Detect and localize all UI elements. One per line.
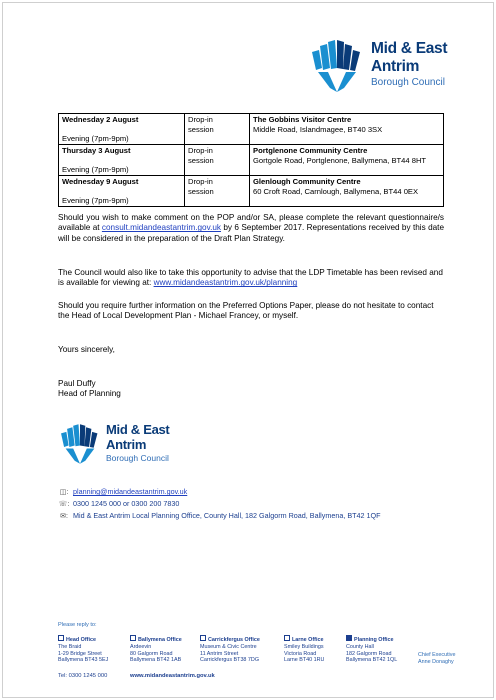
event-day: Thursday 3 August bbox=[62, 146, 131, 155]
office-address-line: 80 Galgorm Road bbox=[130, 650, 173, 657]
event-venue-cell bbox=[250, 145, 444, 176]
office-name bbox=[58, 635, 108, 644]
event-type-line1: Drop-in bbox=[188, 177, 213, 186]
event-type-cell bbox=[185, 114, 250, 145]
drop-in-sessions-table bbox=[58, 113, 444, 207]
event-day: Wednesday 2 August bbox=[62, 115, 139, 124]
paragraph-text: The Council would also like to take this opportunity to advise that the LDP Timetable has been revised and is available for viewing at: bbox=[58, 268, 443, 288]
office-name bbox=[200, 635, 260, 644]
office-address-line: Smiley Buildings bbox=[284, 643, 324, 650]
event-venue: The Gobbins Visitor Centre bbox=[253, 115, 352, 124]
event-venue: Portglenone Community Centre bbox=[253, 146, 368, 155]
office-address-line: The Braid bbox=[58, 643, 82, 650]
email-link[interactable]: planning@midandeastantrim.gov.uk bbox=[73, 487, 188, 496]
paragraph-text: Should you wish to make comment on the POP and/or SA, please complete the relevant questionnaire/s available at bbox=[58, 213, 444, 233]
office-name bbox=[130, 635, 182, 644]
office-address-block bbox=[58, 635, 108, 664]
footer-website[interactable]: www.midandeastantrim.gov.uk bbox=[130, 673, 215, 679]
office-name bbox=[346, 635, 397, 644]
event-type-cell bbox=[185, 176, 250, 207]
closing-salutation: Yours sincerely, bbox=[58, 345, 115, 354]
office-address-line: 182 Galgorm Road bbox=[346, 650, 392, 657]
council-logo-signature bbox=[58, 422, 198, 472]
office-name-text: Larne Office bbox=[292, 637, 324, 643]
office-name-text: Planning Office bbox=[354, 637, 394, 643]
signatory-title: Head of Planning bbox=[58, 389, 121, 398]
signatory-name: Paul Duffy bbox=[58, 379, 96, 388]
event-type-line1: Drop-in bbox=[188, 115, 213, 124]
footer-telephone: Tel: 0300 1245 000 bbox=[58, 673, 108, 679]
event-type-line2: session bbox=[188, 124, 214, 134]
office-address-line: 11 Antrim Street bbox=[200, 650, 239, 657]
office-address-line: Carrickfergus BT38 7DG bbox=[200, 657, 260, 664]
event-date-cell bbox=[59, 176, 185, 207]
office-address-line: Victoria Road bbox=[284, 650, 317, 657]
contact-address-row bbox=[58, 511, 380, 521]
event-type-line1: Drop-in bbox=[188, 146, 213, 155]
contact-email-row bbox=[58, 487, 187, 497]
contact-phone-row bbox=[58, 499, 179, 509]
logo-subtitle: Borough Council bbox=[106, 453, 169, 463]
office-address-line: Larne BT40 1RU bbox=[284, 657, 325, 664]
paragraph-further-info: Should you require further information on the Preferred Options Paper, please do not hesitate to contact the Head of Local Development Plan - Michael Francey, or myself. bbox=[58, 301, 434, 321]
event-date-cell bbox=[59, 114, 185, 145]
ceo-title: Chief Executive bbox=[418, 652, 456, 658]
event-type-line2: session bbox=[188, 155, 214, 165]
office-address-line: County Hall bbox=[346, 643, 374, 650]
event-row bbox=[59, 176, 444, 207]
event-type-cell bbox=[185, 145, 250, 176]
phone-text: 0300 1245 000 or 0300 200 7830 bbox=[73, 499, 180, 508]
paragraph-text: by 6 September 2017. Representations received by this date will be considered in the preparation of the Draft Plan Strategy. bbox=[58, 223, 445, 243]
office-address-block bbox=[200, 635, 260, 664]
office-name-text: Ballymena Office bbox=[138, 637, 182, 643]
checkbox-icon bbox=[58, 635, 64, 641]
paragraph-comment-instructions bbox=[58, 213, 444, 244]
office-address-block bbox=[130, 635, 182, 664]
events-table-body bbox=[59, 114, 444, 207]
chief-executive bbox=[418, 652, 455, 666]
phone-icon: ☏: bbox=[58, 501, 70, 508]
office-address-line: Ballymena BT42 1QL bbox=[346, 657, 398, 664]
office-name-text: Head Office bbox=[66, 637, 96, 643]
checkbox-icon bbox=[200, 635, 206, 641]
envelope-icon: ✉: bbox=[60, 513, 68, 520]
mouse-icon: ◫: bbox=[59, 489, 69, 496]
reply-to-label: Please reply to: bbox=[58, 622, 97, 628]
office-name-text: Carrickfergus Office bbox=[208, 637, 260, 643]
ceo-name: Anne Donaghy bbox=[418, 658, 454, 665]
office-address-line: Ballymena BT42 1AB bbox=[130, 657, 182, 664]
logo-subtitle: Borough Council bbox=[371, 77, 445, 88]
checkbox-icon bbox=[130, 635, 136, 641]
event-day: Wednesday 9 August bbox=[62, 177, 139, 186]
event-time: Evening (7pm-9pm) bbox=[62, 165, 129, 175]
event-venue-cell bbox=[250, 114, 444, 145]
council-logo-mark-icon bbox=[58, 422, 102, 466]
event-address: 60 Croft Road, Carnlough, Ballymena, BT44 0EX bbox=[253, 186, 419, 196]
event-address: Middle Road, Islandmagee, BT40 3SX bbox=[253, 124, 383, 134]
event-venue: Glenlough Community Centre bbox=[253, 177, 361, 186]
office-name bbox=[284, 635, 324, 644]
logo-name-line2: Antrim bbox=[371, 58, 420, 75]
office-address-line: Ardeevin bbox=[130, 643, 152, 650]
council-logo-mark-icon bbox=[308, 38, 366, 94]
office-address-line: Museum & Civic Centre bbox=[200, 643, 257, 650]
event-row bbox=[59, 145, 444, 176]
event-date-cell bbox=[59, 145, 185, 176]
event-row bbox=[59, 114, 444, 145]
council-logo-header bbox=[308, 38, 458, 98]
event-time: Evening (7pm-9pm) bbox=[62, 134, 129, 144]
event-address: Gortgole Road, Portglenone, Ballymena, BT44 8HT bbox=[253, 155, 427, 165]
checkbox-icon bbox=[284, 635, 290, 641]
office-address-line: Ballymena BT43 5EJ bbox=[58, 657, 109, 664]
paragraph-ldp-timetable bbox=[58, 268, 444, 289]
event-type-line2: session bbox=[188, 186, 214, 196]
logo-name-line2: Antrim bbox=[106, 437, 147, 452]
logo-name-line1: Mid & East bbox=[106, 422, 170, 437]
office-address-line: 1-29 Bridge Street bbox=[58, 650, 102, 657]
checked-box-icon bbox=[346, 635, 352, 641]
office-address-block bbox=[346, 635, 397, 664]
event-time: Evening (7pm-9pm) bbox=[62, 196, 129, 206]
logo-name-line1: Mid & East bbox=[371, 40, 448, 57]
planning-link[interactable]: www.midandeastantrim.gov.uk/planning bbox=[153, 278, 298, 288]
office-address-block bbox=[284, 635, 324, 664]
event-venue-cell bbox=[250, 176, 444, 207]
address-text: Mid & East Antrim Local Planning Office, County Hall, 182 Galgorm Road, Ballymena, BT42 1QF bbox=[73, 511, 381, 520]
consultation-link[interactable]: consult.midandeastantrim.gov.uk bbox=[101, 223, 221, 233]
